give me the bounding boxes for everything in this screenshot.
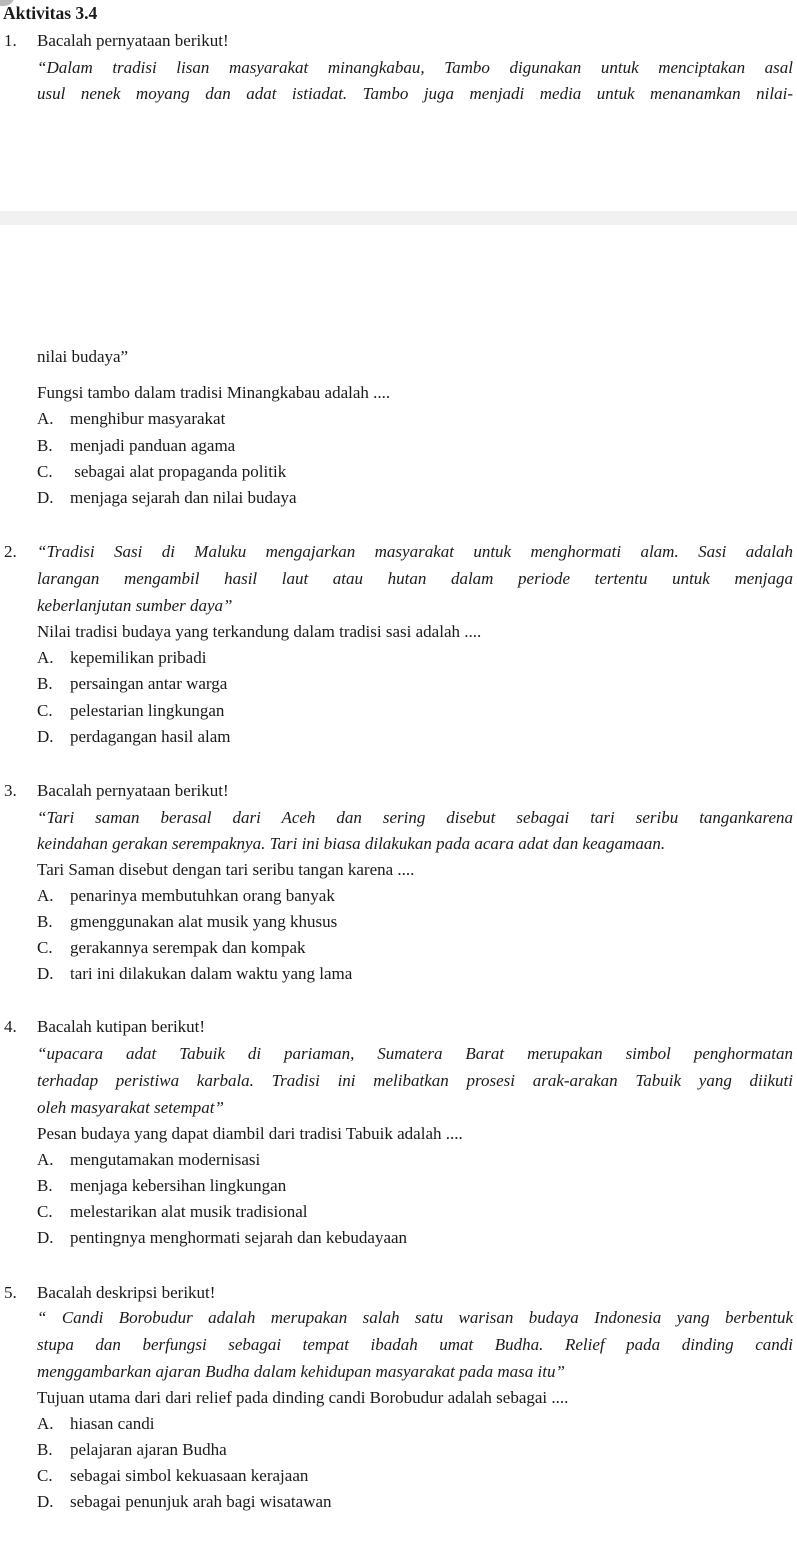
quote-text: upakan simbol penghormatan [552, 1044, 794, 1063]
question-number: 2. [4, 542, 17, 561]
option-letter: D. [37, 1492, 54, 1511]
quote-text: “upacara adat Tabuik di pariaman, Sumatera Barat me [37, 1044, 547, 1063]
quote-line: “Tradisi Sasi di Maluku mengajarkan masyarakat untuk menghormati alam. Sasi adalah [37, 542, 793, 561]
option-text: gerakannya serempak dan kompak [70, 938, 306, 957]
answer-option [37, 1149, 260, 1171]
option-text: menghibur masyarakat [70, 409, 226, 428]
option-letter: A. [37, 1150, 54, 1169]
quote-line: “Tari saman berasal dari Aceh dan sering disebut sebagai tari seribu tangankarena [37, 808, 793, 827]
question-intro: Bacalah pernyataan berikut! [37, 31, 229, 50]
option-letter: A. [37, 409, 54, 428]
answer-option [37, 1175, 286, 1197]
option-letter: D. [37, 1228, 54, 1247]
option-letter: A. [37, 648, 54, 667]
option-text: hiasan candi [70, 1414, 155, 1433]
answer-option [37, 461, 286, 483]
option-text: gmenggunakan alat musik yang khusus [70, 912, 338, 931]
question-intro: Bacalah pernyataan berikut! [37, 781, 229, 800]
option-letter: C. [37, 1202, 53, 1221]
question-prompt: Tari Saman disebut dengan tari seribu tangan karena .... [37, 860, 415, 879]
option-letter: B. [37, 1440, 53, 1459]
answer-option [37, 435, 235, 457]
option-letter: B. [37, 1176, 53, 1195]
question-intro: Bacalah deskripsi berikut! [37, 1283, 216, 1302]
question-intro: Bacalah kutipan berikut! [37, 1017, 206, 1036]
option-text: kepemilikan pribadi [70, 648, 207, 667]
quote-line [37, 1043, 793, 1065]
option-letter: D. [37, 488, 54, 507]
answer-option [37, 726, 231, 748]
option-letter: D. [37, 727, 54, 746]
quote-line: “ Candi Borobudur adalah merupakan salah satu warisan budaya Indonesia yang berbentuk [37, 1308, 793, 1327]
quote-line: usul nenek moyang dan adat istiadat. Tambo juga menjadi media untuk menanamkan nilai- [37, 84, 793, 103]
question-number: 1. [4, 31, 17, 50]
option-letter: C. [37, 938, 53, 957]
quote-line: keberlanjutan sumber daya” [37, 596, 233, 615]
answer-option [37, 1439, 227, 1461]
option-letter: C. [37, 1466, 53, 1485]
question-prompt: Nilai tradisi budaya yang terkandung dalam tradisi sasi adalah .... [37, 622, 482, 641]
question-prompt: Fungsi tambo dalam tradisi Minangkabau adalah .... [37, 383, 391, 402]
option-letter: B. [37, 674, 53, 693]
answer-option [37, 1491, 332, 1513]
answer-option [37, 1227, 407, 1249]
answer-option [37, 700, 224, 722]
activity-title: Aktivitas 3.4 [3, 3, 98, 23]
option-letter: A. [37, 886, 54, 905]
answer-option [37, 911, 337, 933]
quote-text: r [546, 1044, 553, 1063]
question-number: 5. [4, 1283, 17, 1302]
answer-option [37, 885, 335, 907]
option-letter: D. [37, 964, 54, 983]
quote-line: “Dalam tradisi lisan masyarakat minangkabau, Tambo digunakan untuk menciptakan asal [37, 58, 793, 77]
answer-option [37, 963, 352, 985]
option-text: pelajaran ajaran Budha [70, 1440, 227, 1459]
option-letter: C. [37, 462, 53, 481]
option-letter: C. [37, 701, 53, 720]
question-number: 3. [4, 781, 17, 800]
option-letter: A. [37, 1414, 54, 1433]
option-text: pentingnya menghormati sejarah dan kebudayaan [70, 1228, 408, 1247]
answer-option [37, 1465, 308, 1487]
quote-line: nilai budaya” [37, 347, 129, 366]
option-letter: B. [37, 912, 53, 931]
option-text: menjaga kebersihan lingkungan [70, 1176, 287, 1195]
quote-line: stupa dan berfungsi sebagai tempat ibadah umat Budha. Relief pada dinding candi [37, 1335, 793, 1354]
answer-option [37, 487, 297, 509]
option-text: menjadi panduan agama [70, 436, 236, 455]
question-prompt: Pesan budaya yang dapat diambil dari tradisi Tabuik adalah .... [37, 1124, 463, 1143]
answer-option [37, 1201, 307, 1223]
option-letter: B. [37, 436, 53, 455]
answer-option [37, 408, 225, 430]
option-text: sebagai simbol kekuasaan kerajaan [70, 1466, 309, 1485]
option-text: penarinya membutuhkan orang banyak [70, 886, 335, 905]
option-text: menjaga sejarah dan nilai budaya [70, 488, 297, 507]
quote-line: larangan mengambil hasil laut atau hutan dalam periode tertentu untuk menjaga [37, 569, 793, 588]
answer-option [37, 673, 227, 695]
option-text: pelestarian lingkungan [70, 701, 225, 720]
option-text: melestarikan alat musik tradisional [70, 1202, 308, 1221]
page-gap-band [0, 211, 797, 225]
option-text: sebagai penunjuk arah bagi wisatawan [70, 1492, 332, 1511]
answer-option [37, 647, 206, 669]
option-text: sebagai alat propaganda politik [70, 462, 287, 481]
option-text: perdagangan hasil alam [70, 727, 231, 746]
answer-option [37, 1413, 155, 1435]
quote-line: keindahan gerakan serempaknya. Tari ini biasa dilakukan pada acara adat dan keagamaan. [37, 834, 666, 853]
quote-line: terhadap peristiwa karbala. Tradisi ini melibatkan prosesi arak-arakan Tabuik yang diikuti [37, 1071, 793, 1090]
question-prompt: Tujuan utama dari dari relief pada dinding candi Borobudur adalah sebagai .... [37, 1388, 569, 1407]
option-text: persaingan antar warga [70, 674, 228, 693]
answer-option [37, 937, 306, 959]
quote-line: menggambarkan ajaran Budha dalam kehidupan masyarakat pada masa itu” [37, 1362, 565, 1381]
quote-line: oleh masyarakat setempat” [37, 1098, 224, 1117]
option-text: mengutamakan modernisasi [70, 1150, 261, 1169]
question-number: 4. [4, 1017, 17, 1036]
option-text: tari ini dilakukan dalam waktu yang lama [70, 964, 353, 983]
